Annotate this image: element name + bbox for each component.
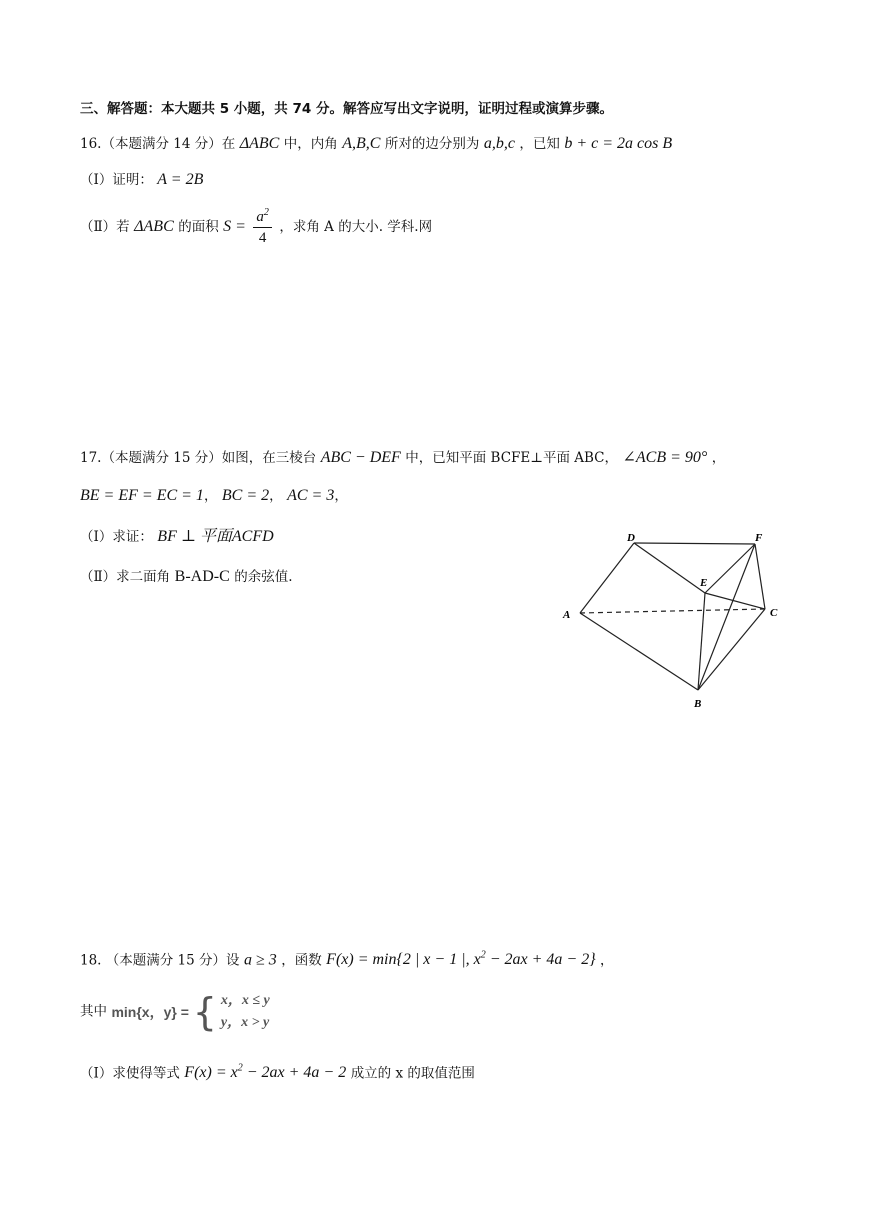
min-piecewise bbox=[111, 990, 269, 1034]
q17-bc-length: BC = 2 bbox=[221, 487, 270, 504]
q18-condition: a ≥ 3 bbox=[243, 951, 277, 969]
q16-part2 bbox=[80, 208, 432, 246]
q17-part2-expr: B-AD-C bbox=[174, 568, 230, 585]
edge-bf bbox=[698, 544, 755, 690]
edge-ac-hidden bbox=[580, 609, 765, 613]
q17-equal-lengths: BE = EF = EC = 1 bbox=[80, 487, 204, 504]
q16-triangle: ΔABC bbox=[239, 135, 280, 152]
q18-min-definition bbox=[80, 990, 270, 1034]
min-lhs: min{x，y} = bbox=[111, 1004, 189, 1020]
q16-part2-label: （Ⅱ）若 bbox=[80, 219, 130, 235]
label-f: F bbox=[755, 532, 763, 544]
q18-function: F(x) = min{2 | x − 1 |, $x^2 - 2ax + 4a - 2$} bbox=[326, 950, 596, 969]
fraction-denominator: 4 bbox=[258, 230, 267, 246]
q17-part2-tail: 的余弦值. bbox=[234, 569, 293, 585]
q17-angle: ∠ACB = 90° bbox=[622, 449, 708, 466]
edge-ad bbox=[580, 543, 634, 613]
case-1: x，x ≤ y bbox=[220, 993, 270, 1008]
q18-part1-expr: $F(x) = x^2 - 2ax + 4a - 2$ bbox=[184, 1063, 347, 1082]
frustum-diagram bbox=[555, 528, 795, 713]
label-d: D bbox=[627, 532, 635, 544]
q17-part2-label: （Ⅱ）求二面角 bbox=[80, 569, 171, 585]
edge-df bbox=[634, 543, 755, 544]
q17-solid: ABC − DEF bbox=[320, 449, 401, 466]
q16-mid3: ，已知 bbox=[519, 136, 560, 152]
q18-def-prefix: 其中 bbox=[80, 1003, 107, 1020]
q17-part1 bbox=[80, 529, 274, 545]
q16-part1-label: （Ⅰ）证明： bbox=[80, 172, 153, 188]
fraction-numerator: $a^2$ bbox=[253, 208, 272, 228]
q18-intro: 18. （本题满分 15 分）设 bbox=[80, 952, 240, 969]
q16-angles: A,B,C bbox=[342, 135, 381, 152]
q16-part2-mid: 的面积 bbox=[178, 219, 219, 235]
q18-part1-label: （Ⅰ）求使得等式 bbox=[80, 1065, 180, 1082]
q18-stem bbox=[80, 951, 614, 968]
q17-part1-label: （Ⅰ）求证： bbox=[80, 529, 153, 545]
q18-mid: ，函数 bbox=[281, 952, 322, 969]
area-fraction bbox=[253, 208, 272, 246]
q18-comma: ， bbox=[600, 952, 614, 969]
q17-lengths: BE = EF = EC = 1， BC = 2， AC = 3， bbox=[80, 487, 348, 504]
section-header: 三、解答题：本大题共 5 小题，共 74 分。解答应写出文字说明，证明过程或演算步骤。 bbox=[80, 101, 613, 117]
q17-stem bbox=[80, 450, 725, 466]
q17-part2 bbox=[80, 569, 293, 585]
edge-bc bbox=[698, 609, 765, 690]
q16-intro: 16.（本题满分 14 分）在 bbox=[80, 136, 236, 152]
label-c: C bbox=[770, 607, 778, 619]
label-a: A bbox=[563, 609, 571, 621]
left-brace: { bbox=[192, 990, 217, 1034]
q16-part1-expr: A = 2B bbox=[157, 171, 204, 188]
edge-de bbox=[634, 543, 708, 593]
frustum-figure bbox=[555, 528, 795, 717]
label-b: B bbox=[694, 698, 702, 710]
label-e: E bbox=[700, 577, 708, 589]
q16-stem bbox=[80, 136, 672, 152]
edge-ef bbox=[705, 544, 755, 593]
q16-sides: a,b,c bbox=[483, 135, 515, 152]
edge-ab bbox=[580, 613, 698, 690]
q16-part2-tail: ，求角 A 的大小. 学科.网 bbox=[279, 219, 433, 235]
q16-part2-triangle: ΔABC bbox=[134, 218, 174, 235]
case-2: y，x > y bbox=[220, 1015, 270, 1030]
q17-intro: 17.（本题满分 15 分）如图，在三棱台 bbox=[80, 450, 317, 466]
q17-part1-expr: BF ⊥ 平面ACFD bbox=[157, 528, 274, 545]
q17-ac-length: AC = 3 bbox=[287, 487, 335, 504]
q16-mid: 中，内角 bbox=[283, 136, 338, 152]
q18-part1-tail: 成立的 x 的取值范围 bbox=[350, 1065, 475, 1082]
edge-fc bbox=[755, 544, 765, 609]
q16-condition: b + c = 2a cos B bbox=[564, 135, 673, 152]
q16-mid2: 所对的边分别为 bbox=[384, 136, 480, 152]
q16-part2-S: S = bbox=[223, 218, 246, 235]
q17-mid: 中，已知平面 BCFE⊥平面 ABC， bbox=[405, 450, 619, 466]
q18-part1 bbox=[80, 1064, 475, 1081]
q17-comma: ， bbox=[711, 450, 726, 466]
q16-part1 bbox=[80, 172, 203, 188]
min-cases bbox=[221, 990, 270, 1034]
